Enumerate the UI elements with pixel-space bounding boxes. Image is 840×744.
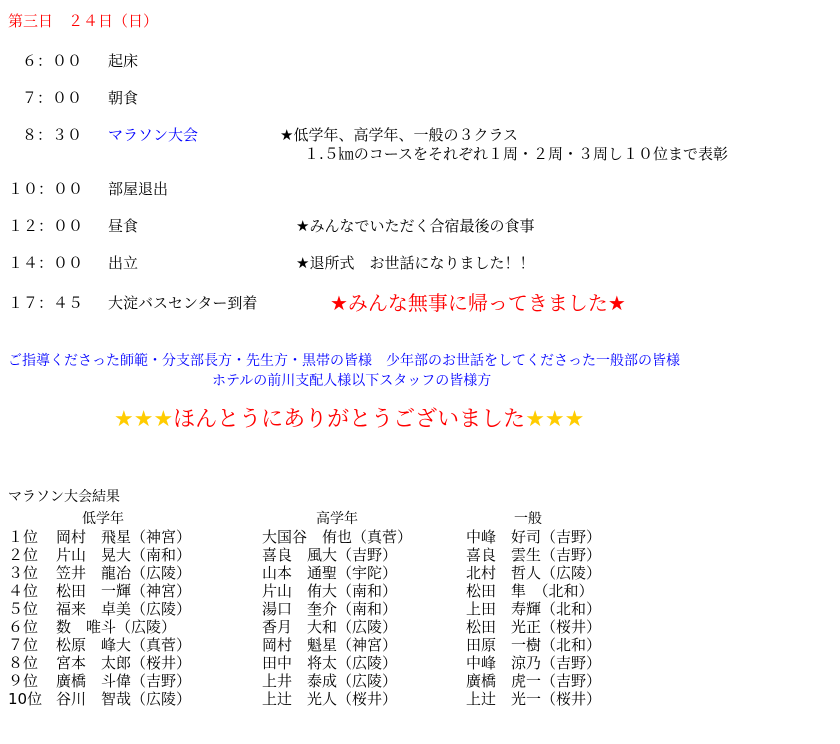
high-grade-cell: 山本 通聖（宇陀）: [262, 564, 398, 582]
thanks-line-1: ご指導くださった師範・分支部長方・先生方・黒帯の皆様 少年部のお世話をしてくださった一般部の皆様: [8, 353, 680, 369]
schedule-note-detail: １.５㎞のコースをそれぞれ１周・２周・３周し１０位まで表彰: [304, 145, 729, 163]
schedule-event: 出立: [108, 254, 139, 272]
thanks-line-2: ホテルの前川支配人様以下スタッフの皆様方: [212, 373, 492, 389]
low-grade-cell: 片山 晃大（南和）: [56, 546, 192, 564]
star-icon: ★★★: [114, 407, 174, 432]
low-grade-cell: 福来 卓美（広陵）: [56, 600, 192, 618]
schedule-note: ★低学年、高学年、一般の３クラス: [280, 126, 518, 144]
high-grade-cell: 上辻 光人（桜井）: [262, 690, 398, 708]
schedule-time: １０：００: [8, 180, 84, 198]
low-grade-cell: 谷川 智哉（広陵）: [56, 690, 192, 708]
rank-cell: ５位: [8, 600, 39, 618]
low-grade-cell: 廣橋 斗偉（吉野）: [56, 672, 192, 690]
schedule-event: 大淀バスセンター到着: [108, 294, 258, 312]
schedule-time: ７：００: [22, 89, 83, 107]
schedule-time: １４：００: [8, 254, 84, 272]
general-cell: 廣橋 虎一（吉野）: [466, 672, 602, 690]
schedule-event: 起床: [108, 52, 139, 70]
general-cell: 松田 光正（桜井）: [466, 618, 602, 636]
schedule-note: ★退所式 お世話になりました！！: [296, 254, 535, 272]
schedule-event: 朝食: [108, 89, 139, 107]
schedule-time: ６：００: [22, 52, 83, 70]
results-header-general: 一般: [514, 511, 542, 527]
star-icon: ★★★: [525, 407, 585, 432]
rank-cell: 10位: [8, 690, 43, 708]
high-grade-cell: 大国谷 侑也（真菅）: [262, 528, 413, 546]
rank-cell: ８位: [8, 654, 39, 672]
high-grade-cell: 片山 侑大（南和）: [262, 582, 398, 600]
schedule-time: ８：３０: [22, 126, 83, 144]
low-grade-cell: 松田 一輝（神宮）: [56, 582, 192, 600]
rank-cell: １位: [8, 528, 39, 546]
schedule-time: １２：００: [8, 217, 84, 235]
rank-cell: ６位: [8, 618, 39, 636]
general-cell: 中峰 涼乃（吉野）: [466, 654, 602, 672]
high-grade-cell: 湯口 奎介（南和）: [262, 600, 398, 618]
results-header-high: 高学年: [316, 511, 358, 527]
general-cell: 松田 隼 （北和）: [466, 582, 594, 600]
high-grade-cell: 喜良 風大（吉野）: [262, 546, 398, 564]
high-grade-cell: 香月 大和（広陵）: [262, 618, 398, 636]
results-title: マラソン大会結果: [8, 489, 120, 505]
schedule-note: ★みんなでいただく合宿最後の食事: [296, 217, 535, 235]
general-cell: 上田 寿輝（北和）: [466, 600, 602, 618]
low-grade-cell: 岡村 飛星（神宮）: [56, 528, 192, 546]
low-grade-cell: 宮本 太郎（桜井）: [56, 654, 192, 672]
high-grade-cell: 田中 将太（広陵）: [262, 654, 398, 672]
schedule-time: １７：４５: [8, 294, 84, 312]
low-grade-cell: 松原 峰大（真菅）: [56, 636, 192, 654]
thanks-message: ほんとうにありがとうございました: [173, 407, 526, 432]
rank-cell: ４位: [8, 582, 39, 600]
schedule-note-arrival: ★みんな無事に帰ってきました★: [330, 291, 626, 315]
schedule-event-marathon: マラソン大会: [108, 126, 199, 144]
schedule-event: 部屋退出: [108, 180, 169, 198]
results-header-low: 低学年: [82, 511, 124, 527]
general-cell: 上辻 光一（桜井）: [466, 690, 602, 708]
low-grade-cell: 笠井 龍冶（広陵）: [56, 564, 192, 582]
general-cell: 喜良 雲生（吉野）: [466, 546, 602, 564]
day-header: 第三日 ２４日（日）: [8, 12, 159, 30]
schedule-event: 昼食: [108, 217, 139, 235]
rank-cell: ９位: [8, 672, 39, 690]
thanks-message-row: [114, 402, 584, 433]
rank-cell: ７位: [8, 636, 39, 654]
high-grade-cell: 岡村 魁星（神宮）: [262, 636, 398, 654]
general-cell: 中峰 好司（吉野）: [466, 528, 602, 546]
rank-cell: ３位: [8, 564, 39, 582]
rank-cell: ２位: [8, 546, 39, 564]
general-cell: 北村 哲人（広陵）: [466, 564, 602, 582]
high-grade-cell: 上井 泰成（広陵）: [262, 672, 398, 690]
general-cell: 田原 一樹（北和）: [466, 636, 602, 654]
low-grade-cell: 数 唯斗（広陵）: [56, 618, 177, 636]
